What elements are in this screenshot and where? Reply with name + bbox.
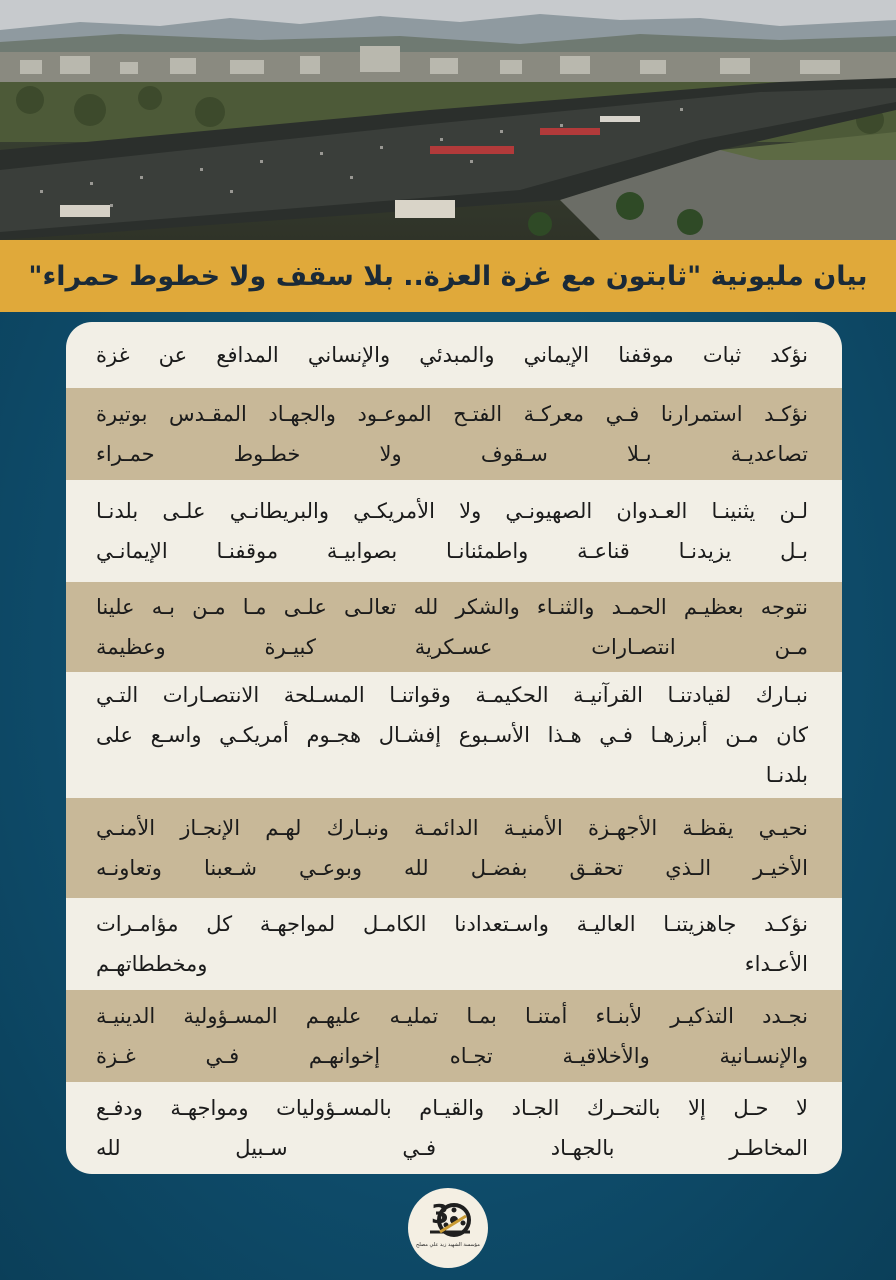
statement-line: نحيـي يقظـة الأجهـزة الأمنيـة الدائمـة ونبـارك لهـم الإنجـاز الأمنـي xyxy=(96,816,808,840)
statement-line: تصاعديـة بـلا سـقوف ولا خطـوط حمـراء xyxy=(96,442,808,466)
statement-line: نبـارك لقيادتنـا القرآنيـة الحكيمـة وقواتنـا المسـلحة الانتصـارات التـي xyxy=(96,683,808,707)
statement-line: نؤكـد استمرارنا فـي معركـة الفتـح الموعـود والجهـاد المقـدس بوتيرة xyxy=(96,402,808,426)
statement-paragraph-7 xyxy=(66,898,842,990)
statement-paragraph-4 xyxy=(66,582,842,672)
statement-line: الأخيـر الـذي تحقـق بفضـل لله وبوعـي شـعبنا وتعاونـه xyxy=(96,856,808,880)
foundation-logo xyxy=(408,1188,488,1268)
statement-line: كان مـن أبرزهـا فـي هـذا الأسـبوع إفشـال هجـوم أمريكـي واسـع على xyxy=(96,723,808,747)
statement-line: المخاطـر بالجهـاد فـي سـبيل لله xyxy=(96,1136,808,1160)
statement-line: بـل يزيدنـا قناعـة واطمئنانـا بصوابيـة موقفنـا الإيمانـي xyxy=(96,539,808,563)
logo-caption: مؤسسة الشهيد زيد علي مصلح xyxy=(416,1242,480,1248)
statement-paragraph-6 xyxy=(66,798,842,898)
crowd-scene-illustration xyxy=(0,0,896,240)
statement-line: الأعـداء ومخططاتهـم xyxy=(96,952,808,976)
statement-line: نؤكد ثبات موقفنا الإيماني والمبدئي والإنساني المدافع عن غزة xyxy=(96,343,808,367)
statement-line: نجـدد التذكيـر لأبنـاء أمتنـا بمـا تمليـه عليهـم المسـؤولية الدينيـة xyxy=(96,1004,808,1028)
title-band xyxy=(0,240,896,312)
statement-line: مـن انتصـارات عسـكرية كبيـرة وعظيمة xyxy=(96,635,808,659)
logo-number: 3 xyxy=(430,1200,450,1230)
statement-paragraph-8 xyxy=(66,990,842,1082)
statement-line: بلدنـا xyxy=(765,763,808,787)
statement-paragraph-1 xyxy=(66,322,842,388)
statement-line: نتوجه بعظيـم الحمـد والثنـاء والشكر لله تعالـى علـى مـا مـن بـه علينا xyxy=(96,595,808,619)
statement-paragraph-3 xyxy=(66,480,842,582)
statement-line: والإنسـانية والأخلاقيـة تجـاه إخوانهـم فـي غـزة xyxy=(96,1044,808,1068)
statement-paragraph-9 xyxy=(66,1082,842,1174)
page-title: بيان مليونية "ثابتون مع غزة العزة.. بلا سقف ولا خطوط حمراء" xyxy=(28,260,868,292)
statement-paragraph-2 xyxy=(66,388,842,480)
statement-line: لا حـل إلا بالتحـرك الجـاد والقيـام بالمسـؤوليات ومواجهـة ودفـع xyxy=(96,1096,808,1120)
statement-card xyxy=(66,322,842,1174)
statement-line: نؤكـد جاهزيتنـا العاليـة واسـتعدادنا الكامـل لمواجهـة كل مؤامـرات xyxy=(96,912,808,936)
statement-line: لـن يثنينـا العـدوان الصهيونـي ولا الأمريكـي والبريطانـي علـى بلدنـا xyxy=(96,499,808,523)
hero-crowd-photo xyxy=(0,0,896,240)
statement-paragraph-5 xyxy=(66,672,842,798)
